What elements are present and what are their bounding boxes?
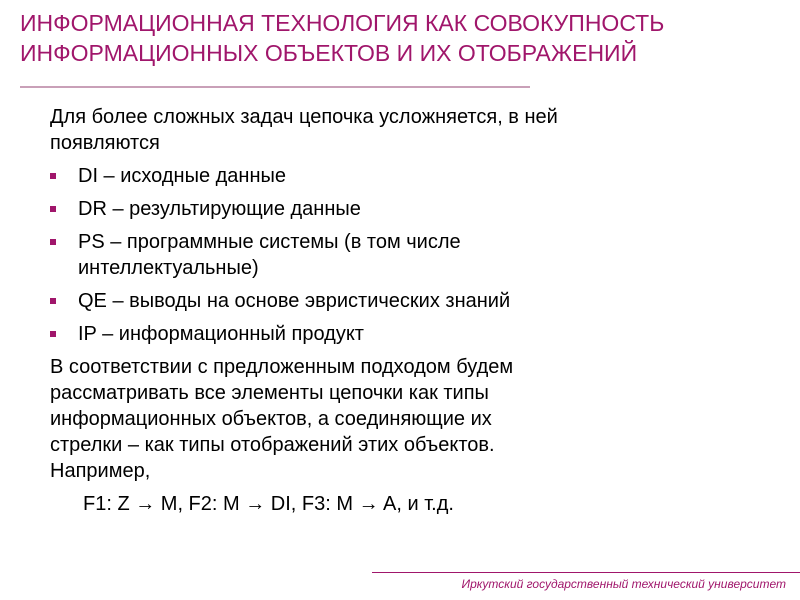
conclusion-line-2: рассматривать все элементы цепочки как типы <box>50 382 489 404</box>
slide-title <box>20 8 780 68</box>
conclusion-line-1: В соответствии с предложенным подходом будем <box>50 356 514 378</box>
bullet-text: DR – результирующие данные <box>78 198 361 220</box>
square-bullet-icon <box>50 206 56 212</box>
slide-title-line-2: ИНФОРМАЦИОННЫХ ОБЪЕКТОВ И ИХ ОТОБРАЖЕНИЙ <box>20 40 638 66</box>
square-bullet-icon <box>50 239 56 245</box>
square-bullet-icon <box>50 298 56 304</box>
bullet-text: DI – исходные данные <box>78 165 287 187</box>
bullet-text: IP – информационный продукт <box>78 323 364 345</box>
slide-title-line-1: ИНФОРМАЦИОННАЯ ТЕХНОЛОГИЯ КАК СОВОКУПНОСТЬ <box>20 10 665 36</box>
square-bullet-icon <box>50 173 56 179</box>
title-divider <box>20 86 530 88</box>
bullet-item-dr <box>50 196 770 222</box>
formula-example: F1: Z → M, F2: M → DI, F3: M → A, и т.д. <box>83 493 454 515</box>
conclusion-line-3: информационных объектов, а соединяющие их <box>50 408 492 430</box>
bullet-item-ip <box>50 321 770 347</box>
conclusion-paragraph <box>50 354 770 484</box>
footer-university: Иркутский государственный технический университет <box>461 577 786 591</box>
slide-body <box>50 104 770 517</box>
intro-line-2: появляются <box>50 132 160 154</box>
bullet-text: PS – программные системы (в том числе <box>78 231 461 253</box>
bullet-item-qe <box>50 288 770 314</box>
bullet-item-ps <box>50 229 770 281</box>
intro-line-1: Для более сложных задач цепочка усложняется, в ней <box>50 106 558 128</box>
square-bullet-icon <box>50 331 56 337</box>
footer-divider <box>372 572 800 573</box>
bullet-item-di <box>50 163 770 189</box>
conclusion-line-4: стрелки – как типы отображений этих объектов. <box>50 434 495 456</box>
bullet-text-continued: интеллектуальные) <box>78 257 259 279</box>
conclusion-line-5: Например, <box>50 460 151 482</box>
intro-paragraph <box>50 104 770 156</box>
bullet-text: QE – выводы на основе эвристических знаний <box>78 290 511 312</box>
